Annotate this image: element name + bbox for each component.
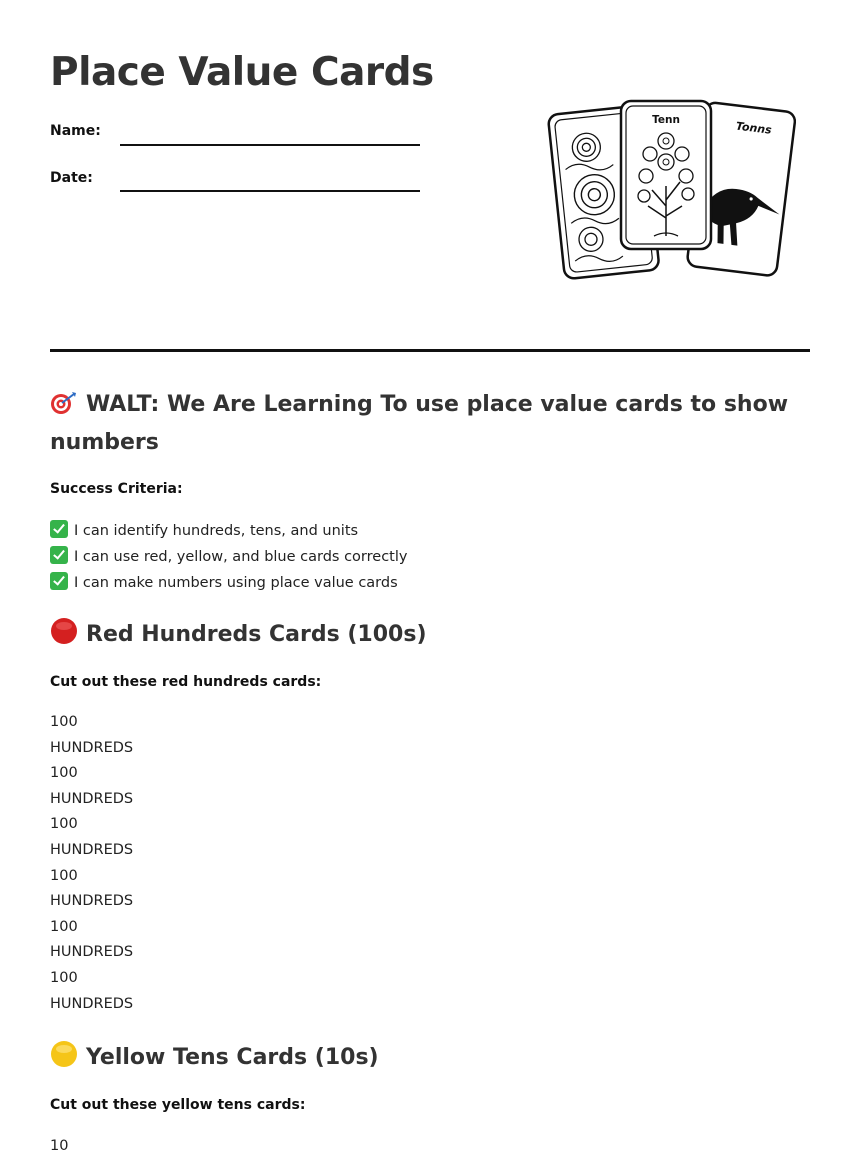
check-mark-icon [50,546,68,564]
card-label: HUNDREDS [50,893,134,910]
card-label: HUNDREDS [50,944,134,961]
card-value: 10 [50,1138,69,1154]
check-mark-icon [50,520,68,538]
name-line[interactable] [120,144,420,146]
success-criteria-list [50,518,407,596]
dart-target-icon [50,391,78,415]
card-value: 100 [50,918,78,935]
card-value: 100 [50,816,78,833]
card-label: HUNDREDS [50,841,134,858]
red-cards-instruction: Cut out these red hundreds cards: [50,674,322,690]
criteria-item-text: I can identify hundreds, tens, and units [74,523,359,539]
date-line[interactable] [120,190,420,192]
red-hundreds-heading [50,616,427,654]
page-title: Place Value Cards [50,50,434,95]
red-hundreds-heading-text: Red Hundreds Cards (100s) [86,622,427,647]
criteria-item [50,518,407,544]
yellow-tens-heading [50,1039,379,1077]
card-label: HUNDREDS [50,790,134,807]
walt-heading-text: WALT: We Are Learning To use place value cards to show numbers [50,392,789,455]
card-value: 100 [50,765,78,782]
red-hundreds-cards [50,710,133,1017]
card-label: HUNDREDS [50,995,134,1012]
red-circle-icon [50,617,78,645]
card-label: HUNDREDS [50,739,134,756]
yellow-cards-instruction: Cut out these yellow tens cards: [50,1097,306,1113]
criteria-item [50,544,407,570]
header-divider [50,349,810,352]
success-criteria-heading: Success Criteria: [50,481,183,497]
tree-card-illustration [621,101,711,249]
cards-illustration [546,96,796,284]
name-label: Name: [50,123,101,139]
criteria-item-text: I can make numbers using place value cards [74,575,398,591]
tree-card-label: Tenn [652,114,680,126]
check-mark-icon [50,572,68,590]
yellow-circle-icon [50,1040,78,1068]
yellow-tens-heading-text: Yellow Tens Cards (10s) [86,1045,379,1070]
bird-card-label: Tonns [735,119,773,137]
criteria-item [50,570,407,596]
walt-heading [50,386,810,462]
card-value: 100 [50,867,78,884]
card-value: 100 [50,969,78,986]
worksheet-page [50,0,810,1161]
date-label: Date: [50,170,93,186]
yellow-tens-cards [50,1134,68,1160]
criteria-item-text: I can use red, yellow, and blue cards correctly [74,549,408,565]
card-value: 100 [50,714,78,730]
